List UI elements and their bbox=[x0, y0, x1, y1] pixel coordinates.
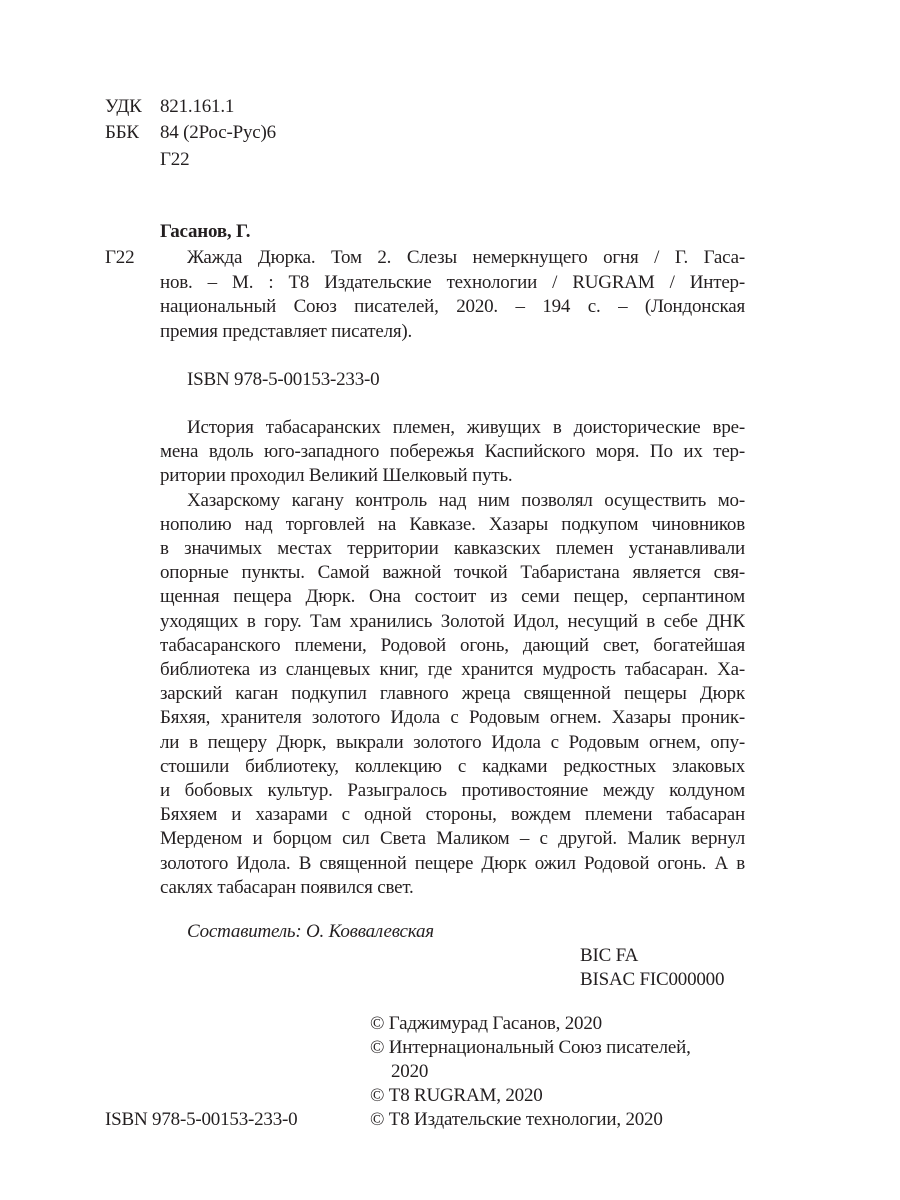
record-line: национальный Союз писателей, 2020. – 194 с. – (Лондонская bbox=[160, 296, 745, 317]
annotation-line: и бобовых культур. Разыгралось противостояние между колдуном bbox=[160, 780, 745, 801]
annotation-line: История табасаранских племен, живущих в доисторические вре- bbox=[187, 417, 745, 438]
footer-isbn: ISBN 978-5-00153-233-0 bbox=[105, 1109, 298, 1130]
bic-code: BIC FA bbox=[580, 945, 639, 966]
author-name: Гасанов, Г. bbox=[160, 221, 251, 242]
annotation-line: опорные пункты. Самой важной точкой Табаристана является свя- bbox=[160, 562, 745, 584]
udk-label: УДК bbox=[105, 96, 142, 117]
record-line: премия представляет писателя). bbox=[160, 321, 413, 342]
annotation-line: нополию над торговлей на Кавказе. Хазары подкупом чиновников bbox=[160, 513, 745, 535]
copyright-line: © Гаджимурад Гасанов, 2020 bbox=[370, 1013, 602, 1034]
annotation-line: табасаранского племени, Родовой огонь, дающий свет, богатейшая bbox=[160, 634, 745, 656]
bisac-code: BISAC FIC000000 bbox=[580, 969, 725, 990]
annotation-line: ли в пещеру Дюрк, выкрали золотого Идола с Родовым огнем, опу- bbox=[160, 731, 745, 753]
record-line: нов. – М. : Т8 Издательские технологии / RUGRAM / Интер- bbox=[160, 272, 745, 293]
bbk-label: ББК bbox=[105, 122, 139, 143]
record-line: Жажда Дюрка. Том 2. Слезы немеркнущего огня / Г. Гаса- bbox=[187, 247, 745, 268]
copyright-line: © Интернациональный Союз писателей, bbox=[370, 1037, 691, 1058]
annotation-line: щенная пещера Дюрк. Она состоит из семи пещер, серпантином bbox=[160, 586, 745, 608]
copyright-line: © Т8 RUGRAM, 2020 bbox=[370, 1085, 543, 1106]
bbk-value: 84 (2Рос-Рус)6 bbox=[160, 122, 276, 143]
author-mark: Г22 bbox=[105, 247, 135, 268]
annotation-line: Мерденом и борцом сил Света Маликом – с другой. Малик вернул bbox=[160, 828, 745, 850]
annotation-line: мена вдоль юго-западного побережья Каспийского моря. По их тер- bbox=[160, 441, 745, 463]
annotation-line: Хазарскому кагану контроль над ним позволял осуществить мо- bbox=[187, 489, 745, 511]
udk-value: 821.161.1 bbox=[160, 96, 235, 117]
copyright-line: © Т8 Издательские технологии, 2020 bbox=[370, 1109, 663, 1130]
annotation-line: уходящих в гору. Там хранились Золотой Идол, несущий в себе ДНК bbox=[160, 610, 745, 632]
annotation-line: золотого Идола. В священной пещере Дюрк ожил Родовой огонь. А в bbox=[160, 852, 745, 874]
copyright-line: 2020 bbox=[391, 1061, 429, 1082]
isbn: ISBN 978-5-00153-233-0 bbox=[187, 369, 380, 390]
annotation-line: ритории проходил Великий Шелковый путь. bbox=[160, 465, 513, 487]
annotation-line: библиотека из сланцевых книг, где хранится мудрость табасаран. Ха- bbox=[160, 659, 745, 680]
annotation-line: саклях табасаран появился свет. bbox=[160, 876, 414, 898]
compiler: Составитель: О. Коввалевская bbox=[187, 921, 434, 942]
annotation-line: зарский каган подкупил главного жреца священной пещеры Дюрк bbox=[160, 683, 745, 705]
author-mark: Г22 bbox=[160, 149, 190, 170]
annotation-line: в значимых местах территории кавказских племен устанавливали bbox=[160, 538, 745, 559]
annotation-line: Бяхяем и хазарами с одной стороны, вождем племени табасаран bbox=[160, 804, 745, 826]
annotation-line: стошили библиотеку, коллекцию с кадками редкостных злаковых bbox=[160, 755, 745, 777]
annotation-line: Бяхяя, хранителя золотого Идола с Родовым огнем. Хазары проник- bbox=[160, 707, 745, 729]
